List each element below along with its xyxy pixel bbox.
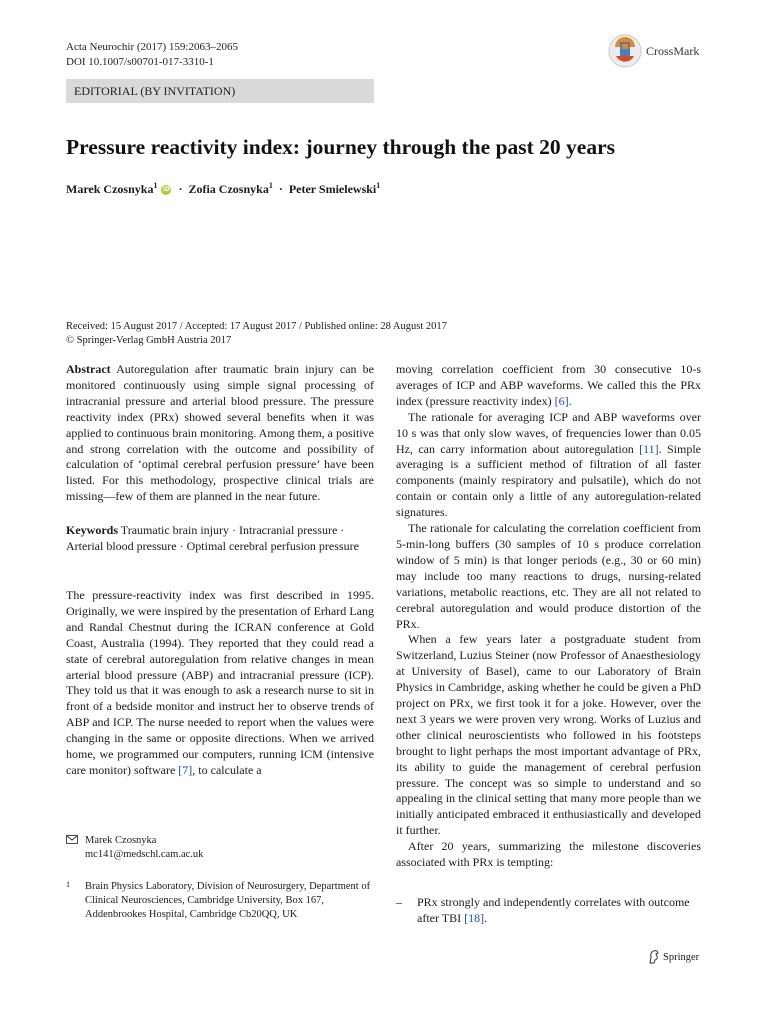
keywords xyxy=(66,523,374,555)
crossmark-badge[interactable] xyxy=(608,32,748,70)
body-paragraph: When a few years later a postgraduate student from Switzerland, Luzius Steiner (now Professor of Anaesthesiology at University of Basel), came to our Laboratory of Brain Physics in Cambridge, asking whether he could be given a PhD project on PRx, we first took it for a joke. However, over the next 3 years we were proven very wrong. Works of Luzius and other clinical neuroscientists who followed in his footsteps brought to light perhaps the most important advantage of PRx, its ability to guide the management of cerebral perfusion pressure. The concept was so simple to understand and so appealing in the clinical setting that many more people than we initially anticipated embraced it enthusiastically and developed it further. xyxy=(396,632,701,838)
publication-dates: Received: 15 August 2017 / Accepted: 17 August 2017 / Published online: 28 August 2017 xyxy=(66,321,447,332)
article-type-bar: EDITORIAL (BY INVITATION) xyxy=(66,79,374,103)
body-paragraph xyxy=(396,362,701,410)
affiliation-block xyxy=(66,880,374,922)
correspondence-name: Marek Czosnyka xyxy=(85,835,157,846)
intro-text: The pressure-reactivity index was first described in 1995. Originally, we were inspired by the presentation of Erhard Lang and Randal Chestnut during the ICRAN conference at Gold Coast, Australia (1994). They reported that they could read a state of cerebral autoregulation from relative changes in mean arterial blood pressure (ABP) and intracranial pressure (ICP). They told us that it was enough to ask a research nurse to sit in front of a bedside monitor and instruct her to observe trends of ABP and ICP. The nurse needed to report when the values were changing in the same or opposite directions. When we arrived home, we programmed our computers, running ICM (intensive care monitor) software xyxy=(66,587,374,777)
crossmark-icon xyxy=(608,34,642,68)
publisher-logo xyxy=(648,950,699,964)
springer-horse-icon xyxy=(648,950,660,964)
intro-text-end: , to calculate a xyxy=(192,762,262,777)
citation-link[interactable]: [7] xyxy=(178,762,193,777)
bullet-text xyxy=(417,895,701,927)
bullet-item xyxy=(396,895,701,927)
author-separator: · xyxy=(278,182,283,196)
intro-paragraph xyxy=(66,588,374,779)
crossmark-label: CrossMark xyxy=(646,43,700,58)
affiliation-number: 1 xyxy=(66,880,70,889)
paragraph-text: . Simple averaging is a sufficient method of filtration of all faster components (mainly respiratory and pulsatile), which do not contain or contain only a little of any autoregulation-related signatures. xyxy=(396,441,701,520)
author-list xyxy=(66,181,380,197)
article-title: Pressure reactivity index: journey through the past 20 years xyxy=(66,135,616,159)
correspondence-email[interactable]: mc141@medschl.cam.ac.uk xyxy=(85,849,204,860)
keywords-text: Traumatic brain injury · Intracranial pressure · Arterial blood pressure · Optimal cerebral perfusion pressure xyxy=(66,523,359,554)
abstract-text: Autoregulation after traumatic brain injury can be monitored continuously using simple signal processing of intracranial pressure and arterial blood pressure. The pressure reactivity index (PRx) showed several benefits when it was applied to continuous brain monitoring. Among them, a positive and strong correlation with the outcome and possibility of calculation of ‘optimal cerebral perfusion pressure’ have been listed. For this methodology, prospective clinical trials are missing—few of them are planned in the near future. xyxy=(66,362,374,504)
doi[interactable]: DOI 10.1007/s00701-017-3310-1 xyxy=(66,56,214,68)
left-column xyxy=(66,362,374,779)
author-affiliation-number: 1 xyxy=(376,181,381,190)
affiliation-text: Brain Physics Laboratory, Division of Neurosurgery, Department of Clinical Neurosciences, Cambridge University, Box 167, Addenbrookes Hospital, Cambridge Cb20QQ, UK xyxy=(85,881,371,920)
author-affiliation-number: 1 xyxy=(153,181,158,190)
paragraph-text: PRx strongly and independently correlates with outcome after TBI xyxy=(417,895,690,925)
author-name[interactable]: Marek Czosnyka xyxy=(66,182,154,196)
author-name[interactable]: Zofia Czosnyka xyxy=(188,182,269,196)
author-name[interactable]: Peter Smielewski xyxy=(288,182,377,196)
paragraph-text: . xyxy=(568,393,572,408)
paragraph-text: moving correlation coefficient from 30 consecutive 10-s averages of ICP and ABP waveforms. We called this the PRx index (pressure reactivity index) xyxy=(396,362,701,408)
citation-link[interactable]: [6] xyxy=(554,393,569,408)
citation-link[interactable]: [11] xyxy=(639,441,659,456)
orcid-icon[interactable]: iD xyxy=(162,186,170,194)
author-affiliation-number: 1 xyxy=(268,181,273,190)
abstract-label: Abstract xyxy=(66,362,111,376)
correspondence-block xyxy=(66,834,374,862)
envelope-icon xyxy=(66,835,78,844)
paragraph-text: The rationale for averaging ICP and ABP waveforms over 10 s was that only slow waves, of frequencies lower than 0.05 Hz, can carry information about autoregulation xyxy=(396,409,701,456)
journal-reference: Acta Neurochir (2017) 159:2063–2065 xyxy=(66,41,238,53)
right-column xyxy=(396,362,701,871)
paragraph-text: . xyxy=(484,910,488,925)
copyright-notice: © Springer-Verlag GmbH Austria 2017 xyxy=(66,335,232,346)
body-paragraph: After 20 years, summarizing the milestone discoveries associated with PRx is tempting: xyxy=(396,839,701,870)
publisher-name: Springer xyxy=(663,951,700,963)
footnotes xyxy=(66,834,374,922)
abstract xyxy=(66,362,374,505)
bullet-dash: – xyxy=(396,895,402,909)
body-paragraph: The rationale for calculating the correlation coefficient from 5-min-long buffers (30 samples of 10 s produce correlation window of 5 min) is that longer periods (e.g., 30 or 60 min) may include too many reactions to drugs, nursing-related variations, metabolic reactions, etc. They are all not related to cerebral autoregulation and would produce distortion of the PRx. xyxy=(396,521,701,631)
keywords-label: Keywords xyxy=(66,523,118,538)
author-separator: · xyxy=(178,182,183,196)
body-paragraph xyxy=(396,410,701,521)
citation-link[interactable]: [18] xyxy=(464,910,485,925)
